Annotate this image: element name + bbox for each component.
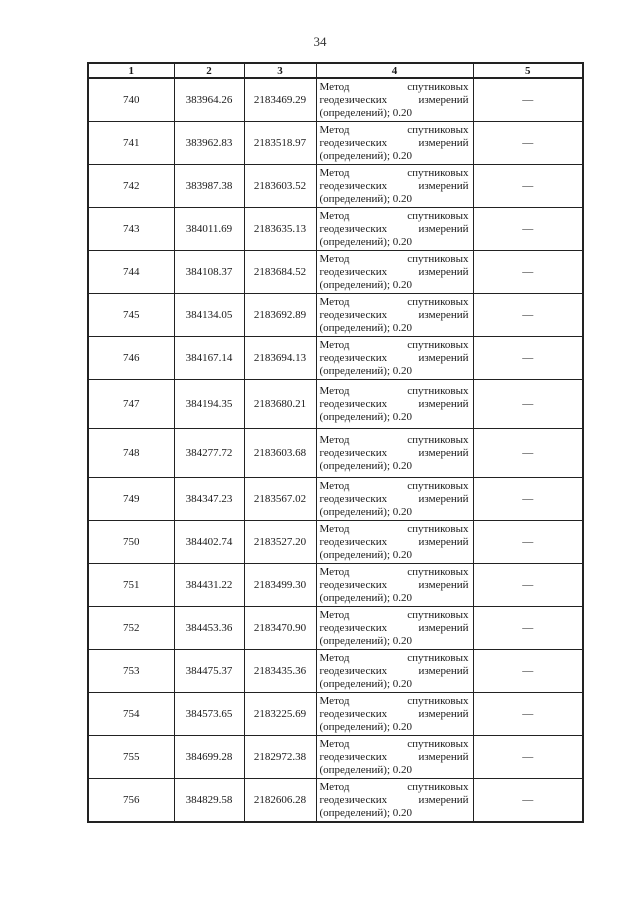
point-number-cell: 753 bbox=[88, 650, 174, 693]
note-cell: — bbox=[473, 294, 583, 337]
method-text-line: геодезических измерений bbox=[319, 308, 469, 321]
note-cell: — bbox=[473, 337, 583, 380]
coordinate-x-cell: 384134.05 bbox=[174, 294, 244, 337]
method-text-line: геодезических измерений bbox=[319, 265, 469, 278]
point-number-cell: 747 bbox=[88, 380, 174, 429]
point-number-cell: 744 bbox=[88, 251, 174, 294]
method-text-line: (определений); 0.20 bbox=[319, 763, 413, 776]
method-text-line: геодезических измерений bbox=[319, 446, 469, 459]
coordinate-x-cell: 383964.26 bbox=[174, 78, 244, 122]
coordinate-y-cell: 2182972.38 bbox=[244, 736, 316, 779]
coordinate-x-cell: 384011.69 bbox=[174, 208, 244, 251]
method-text-line: геодезических измерений bbox=[319, 664, 469, 677]
method-text-line: геодезических измерений bbox=[319, 136, 469, 149]
method-cell bbox=[316, 165, 473, 208]
point-number-cell: 755 bbox=[88, 736, 174, 779]
method-text-line: Метод спутниковых bbox=[319, 295, 469, 308]
method-text-line: геодезических измерений bbox=[319, 707, 469, 720]
method-text-line: (определений); 0.20 bbox=[319, 410, 413, 423]
point-number-cell: 754 bbox=[88, 693, 174, 736]
method-cell bbox=[316, 736, 473, 779]
method-text-line: Метод спутниковых bbox=[319, 608, 469, 621]
method-text-line: (определений); 0.20 bbox=[319, 106, 413, 119]
page-number: 34 bbox=[313, 34, 327, 49]
coordinate-x-cell: 383962.83 bbox=[174, 122, 244, 165]
note-cell: — bbox=[473, 693, 583, 736]
point-number-cell: 751 bbox=[88, 564, 174, 607]
method-cell bbox=[316, 521, 473, 564]
method-text-line: геодезических измерений bbox=[319, 578, 469, 591]
note-cell: — bbox=[473, 165, 583, 208]
coordinate-y-cell: 2183225.69 bbox=[244, 693, 316, 736]
point-number-cell: 749 bbox=[88, 478, 174, 521]
note-cell: — bbox=[473, 736, 583, 779]
method-text-line: геодезических измерений bbox=[319, 492, 469, 505]
table-row bbox=[88, 521, 583, 564]
note-cell: — bbox=[473, 429, 583, 478]
point-number-cell: 746 bbox=[88, 337, 174, 380]
column-header-4: 4 bbox=[316, 63, 473, 78]
note-cell: — bbox=[473, 208, 583, 251]
method-text-line: Метод спутниковых bbox=[319, 252, 469, 265]
column-header-3: 3 bbox=[244, 63, 316, 78]
table-row bbox=[88, 380, 583, 429]
method-text-line: геодезических измерений bbox=[319, 793, 469, 806]
coordinate-x-cell: 384167.14 bbox=[174, 337, 244, 380]
coordinate-y-cell: 2183435.36 bbox=[244, 650, 316, 693]
coordinate-x-cell: 384277.72 bbox=[174, 429, 244, 478]
coordinate-x-cell: 384108.37 bbox=[174, 251, 244, 294]
method-text-line: Метод спутниковых bbox=[319, 479, 469, 492]
coordinate-x-cell: 384402.74 bbox=[174, 521, 244, 564]
table-row bbox=[88, 208, 583, 251]
coordinate-x-cell: 384431.22 bbox=[174, 564, 244, 607]
method-cell bbox=[316, 122, 473, 165]
method-text-line: геодезических измерений bbox=[319, 621, 469, 634]
method-text-line: (определений); 0.20 bbox=[319, 505, 413, 518]
method-text-line: (определений); 0.20 bbox=[319, 364, 413, 377]
note-cell: — bbox=[473, 650, 583, 693]
method-text-line: геодезических измерений bbox=[319, 93, 469, 106]
coordinate-x-cell: 383987.38 bbox=[174, 165, 244, 208]
method-text-line: (определений); 0.20 bbox=[319, 192, 413, 205]
method-text-line: геодезических измерений bbox=[319, 535, 469, 548]
note-cell: — bbox=[473, 564, 583, 607]
column-header-5: 5 bbox=[473, 63, 583, 78]
table-row bbox=[88, 607, 583, 650]
table-row bbox=[88, 564, 583, 607]
table-row bbox=[88, 478, 583, 521]
method-text-line: Метод спутниковых bbox=[319, 80, 469, 93]
method-text-line: (определений); 0.20 bbox=[319, 548, 413, 561]
coordinate-y-cell: 2183518.97 bbox=[244, 122, 316, 165]
point-number-cell: 743 bbox=[88, 208, 174, 251]
note-cell: — bbox=[473, 380, 583, 429]
coordinate-y-cell: 2183567.02 bbox=[244, 478, 316, 521]
point-number-cell: 741 bbox=[88, 122, 174, 165]
note-cell: — bbox=[473, 251, 583, 294]
method-text-line: (определений); 0.20 bbox=[319, 278, 413, 291]
method-text-line: Метод спутниковых bbox=[319, 338, 469, 351]
method-text-line: (определений); 0.20 bbox=[319, 677, 413, 690]
point-number-cell: 742 bbox=[88, 165, 174, 208]
method-text-line: Метод спутниковых bbox=[319, 209, 469, 222]
method-cell bbox=[316, 380, 473, 429]
method-text-line: Метод спутниковых bbox=[319, 123, 469, 136]
method-text-line: Метод спутниковых bbox=[319, 780, 469, 793]
coordinate-x-cell: 384573.65 bbox=[174, 693, 244, 736]
method-text-line: (определений); 0.20 bbox=[319, 806, 413, 819]
coordinate-y-cell: 2183603.52 bbox=[244, 165, 316, 208]
method-cell bbox=[316, 429, 473, 478]
method-text-line: Метод спутниковых bbox=[319, 166, 469, 179]
table-row bbox=[88, 693, 583, 736]
coordinate-x-cell: 384475.37 bbox=[174, 650, 244, 693]
method-text-line: (определений); 0.20 bbox=[319, 149, 413, 162]
method-text-line: Метод спутниковых bbox=[319, 651, 469, 664]
method-cell bbox=[316, 607, 473, 650]
table-row bbox=[88, 650, 583, 693]
coordinate-y-cell: 2183603.68 bbox=[244, 429, 316, 478]
method-text-line: (определений); 0.20 bbox=[319, 720, 413, 733]
table-body bbox=[88, 78, 583, 822]
coordinate-x-cell: 384699.28 bbox=[174, 736, 244, 779]
point-number-cell: 740 bbox=[88, 78, 174, 122]
table-row bbox=[88, 165, 583, 208]
coordinate-y-cell: 2183469.29 bbox=[244, 78, 316, 122]
method-cell bbox=[316, 78, 473, 122]
method-text-line: Метод спутниковых bbox=[319, 522, 469, 535]
table-row bbox=[88, 779, 583, 823]
point-number-cell: 748 bbox=[88, 429, 174, 478]
table-row bbox=[88, 78, 583, 122]
method-text-line: геодезических измерений bbox=[319, 397, 469, 410]
note-cell: — bbox=[473, 779, 583, 823]
method-text-line: (определений); 0.20 bbox=[319, 235, 413, 248]
coordinate-x-cell: 384453.36 bbox=[174, 607, 244, 650]
method-text-line: (определений); 0.20 bbox=[319, 321, 413, 334]
method-text-line: Метод спутниковых bbox=[319, 565, 469, 578]
method-text-line: Метод спутниковых bbox=[319, 694, 469, 707]
coordinate-x-cell: 384829.58 bbox=[174, 779, 244, 823]
coordinates-table bbox=[87, 62, 584, 823]
table-row bbox=[88, 122, 583, 165]
table-row bbox=[88, 736, 583, 779]
column-header-1: 1 bbox=[88, 63, 174, 78]
coordinate-y-cell: 2183499.30 bbox=[244, 564, 316, 607]
note-cell: — bbox=[473, 521, 583, 564]
coordinate-y-cell: 2183694.13 bbox=[244, 337, 316, 380]
method-text-line: (определений); 0.20 bbox=[319, 591, 413, 604]
method-cell bbox=[316, 251, 473, 294]
method-text-line: (определений); 0.20 bbox=[319, 459, 413, 472]
table-row bbox=[88, 429, 583, 478]
note-cell: — bbox=[473, 122, 583, 165]
method-text-line: Метод спутниковых bbox=[319, 433, 469, 446]
point-number-cell: 752 bbox=[88, 607, 174, 650]
method-cell bbox=[316, 650, 473, 693]
method-text-line: геодезических измерений bbox=[319, 222, 469, 235]
method-cell bbox=[316, 294, 473, 337]
method-text-line: Метод спутниковых bbox=[319, 737, 469, 750]
method-cell bbox=[316, 478, 473, 521]
coordinate-y-cell: 2183527.20 bbox=[244, 521, 316, 564]
method-cell bbox=[316, 208, 473, 251]
note-cell: — bbox=[473, 607, 583, 650]
coordinate-y-cell: 2183692.89 bbox=[244, 294, 316, 337]
method-text-line: геодезических измерений bbox=[319, 179, 469, 192]
method-text-line: геодезических измерений bbox=[319, 750, 469, 763]
method-cell bbox=[316, 337, 473, 380]
point-number-cell: 745 bbox=[88, 294, 174, 337]
note-cell: — bbox=[473, 478, 583, 521]
coordinate-y-cell: 2182606.28 bbox=[244, 779, 316, 823]
table-row bbox=[88, 294, 583, 337]
point-number-cell: 756 bbox=[88, 779, 174, 823]
coordinate-y-cell: 2183470.90 bbox=[244, 607, 316, 650]
coordinate-x-cell: 384347.23 bbox=[174, 478, 244, 521]
note-cell: — bbox=[473, 78, 583, 122]
coordinate-y-cell: 2183680.21 bbox=[244, 380, 316, 429]
table-row bbox=[88, 337, 583, 380]
coordinate-y-cell: 2183684.52 bbox=[244, 251, 316, 294]
point-number-cell: 750 bbox=[88, 521, 174, 564]
coordinate-x-cell: 384194.35 bbox=[174, 380, 244, 429]
method-text-line: геодезических измерений bbox=[319, 351, 469, 364]
column-header-2: 2 bbox=[174, 63, 244, 78]
method-cell bbox=[316, 779, 473, 823]
coordinate-y-cell: 2183635.13 bbox=[244, 208, 316, 251]
table-row bbox=[88, 251, 583, 294]
method-text-line: Метод спутниковых bbox=[319, 384, 469, 397]
method-cell bbox=[316, 564, 473, 607]
table-header-row bbox=[88, 63, 583, 78]
method-text-line: (определений); 0.20 bbox=[319, 634, 413, 647]
method-cell bbox=[316, 693, 473, 736]
